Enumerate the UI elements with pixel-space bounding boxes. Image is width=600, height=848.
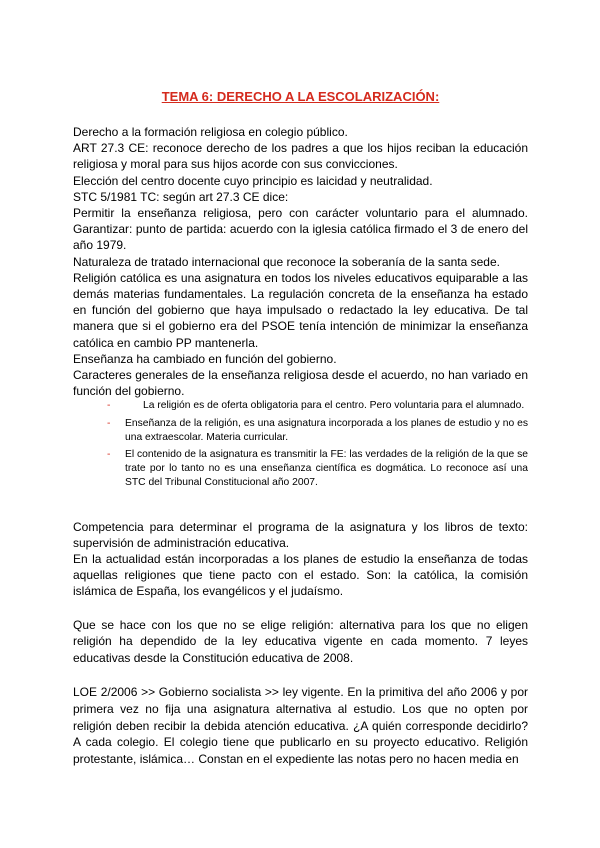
bullet-dash: - [107, 449, 111, 461]
list-item [107, 399, 528, 413]
list-item-text: La religión es de oferta obligatoria para el centro. Pero voluntaria para el alumnado. [143, 400, 525, 412]
paragraph: Enseñanza ha cambiado en función del gobierno. [73, 351, 337, 366]
paragraph: Que se hace con los que no se elige religión: alternativa para los que no eligen religión ha dependido de la ley educativa vigente en cada momento. 7 leyes educativas desde la Constitución educativa de 2008. [73, 617, 528, 666]
spacer [73, 494, 528, 519]
paragraph: Caracteres generales de la enseñanza religiosa desde el acuerdo, no han variado en función del gobierno. [73, 368, 528, 399]
list-item [107, 417, 528, 445]
spacer [73, 600, 528, 617]
paragraph: STC 5/1981 TC: según art 27.3 CE dice: [73, 189, 289, 204]
paragraph: Competencia para determinar el programa de la asignatura y los libros de texto: supervisión de administración educativa. [73, 519, 528, 550]
list-item [107, 448, 528, 491]
paragraph: LOE 2/2006 >> Gobierno socialista >> ley vigente. En la primitiva del año 2006 y por primera vez no fija una asignatura alternativa al estudio. Los que no opten por religión deben recibir la debida atención educativa. ¿A quién corresponde decidirlo? A cada colegio. El colegio tiene que publicarlo en su proyecto educativo. Religión protestante, islámica… Constan en el expediente las notas pero no hacen media en [73, 685, 528, 767]
paragraph: Permitir la enseñanza religiosa, pero con carácter voluntario para el alumnado. Garantizar: punto de partida: acuerdo con la iglesia católica firmado el 3 de enero del año 1979. [73, 206, 528, 253]
bullet-dash: - [107, 417, 111, 429]
list-item-text: El contenido de la asignatura es transmitir la FE: las verdades de la religión de la que se trate por lo tanto no es una enseñanza científica es dogmática. Lo reconoce así una STC del Tribunal Constitucional año 2007. [125, 449, 528, 489]
list-item-text: Enseñanza de la religión, es una asignatura incorporada a los planes de estudio y no es una extraescolar. Materia curricular. [125, 417, 528, 443]
paragraph: Naturaleza de tratado internacional que reconoce la soberanía de la santa sede. [73, 254, 500, 269]
paragraph: Elección del centro docente cuyo principio es laicidad y neutralidad. [73, 173, 433, 188]
paragraph: Derecho a la formación religiosa en colegio público. [73, 125, 348, 139]
paragraph: ART 27.3 CE: reconoce derecho de los padres a que los hijos reciban la educación religiosa y moral para sus hijos acorde con sus convicciones. [73, 141, 528, 172]
paragraph: En la actualidad están incorporadas a los planes de estudio la enseñanza de todas aquellas religiones que tiene pacto con el estado. Son: la católica, la comisión islámica de España, los evangélicos y el judaísmo. [73, 552, 528, 599]
bullet-list [73, 399, 528, 490]
document-body [73, 124, 528, 768]
bullet-dash: - [107, 400, 111, 412]
paragraph: Religión católica es una asignatura en todos los niveles educativos equiparable a las demás materias fundamentales. La regulación concreta de la enseñanza ha estado en función del gobierno que haya impulsado o redactado la ley educativa. De tal manera que si el gobierno era del PSOE tenía intención de minimizar la enseñanza católica en cambio PP mantenerla. [73, 270, 528, 350]
page-title: TEMA 6: DERECHO A LA ESCOLARIZACIÓN: [161, 89, 440, 104]
spacer [73, 667, 528, 684]
